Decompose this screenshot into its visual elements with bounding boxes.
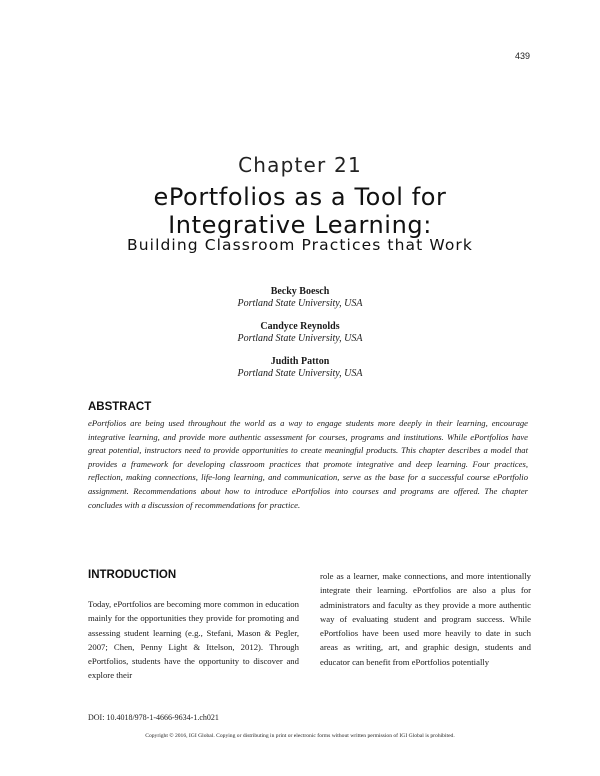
author-name: Judith Patton xyxy=(270,356,330,367)
chapter-subtitle: Building Classroom Practices that Work xyxy=(127,236,473,254)
author-block xyxy=(0,356,600,380)
author-affiliation: Portland State University, USA xyxy=(237,333,363,344)
title-line-2: Integrative Learning: xyxy=(168,211,432,239)
introduction-heading: INTRODUCTION xyxy=(88,569,177,581)
author-list xyxy=(0,286,600,391)
author-affiliation: Portland State University, USA xyxy=(237,368,363,379)
author-affiliation: Portland State University, USA xyxy=(237,298,363,309)
chapter-label: Chapter 21 xyxy=(238,153,362,177)
author-name: Candyce Reynolds xyxy=(260,321,340,332)
introduction-left-column: Today, ePortfolios are becoming more common in education mainly for the opportunities they provide for promoting and assessing student learning (e.g., Stefani, Mason & Pegler, 2007; Chen, Penny Light & Ittelson, 2012). Through ePortfolios, students have the opportunity to discover and explore their xyxy=(88,599,299,681)
author-block xyxy=(0,321,600,345)
introduction-right-column: role as a learner, make connections, and more intentionally integrate their learning. ePortfolios are also a plus for administrators and faculty as they provide a more authentic way of evaluating student and program success. While ePortfolios have been used more heavily to date in such areas as writing, art, and graphic design, students and educator can benefit from ePortfolios potentially xyxy=(320,571,531,667)
abstract-heading: ABSTRACT xyxy=(88,401,152,413)
author-block xyxy=(0,286,600,310)
copyright-notice: Copyright © 2016, IGI Global. Copying or distributing in print or electronic forms without written permission of IGI Global is prohibited. xyxy=(145,733,455,739)
page-number: 439 xyxy=(514,51,530,61)
chapter-title xyxy=(0,183,600,239)
author-name: Becky Boesch xyxy=(270,286,330,297)
title-line-1: ePortfolios as a Tool for xyxy=(153,183,447,211)
abstract-text: ePortfolios are being used throughout the world as a way to engage students more deeply in their learning, encourage integrative learning, and provide more authentic assessment for courses, programs and institutions. While ePortfolios have great potential, instructors need to provide opportunities to create meaningful products. This chapter describes a model that provides a framework for developing classroom practices that promote integrative and deep learning. Four practices, reflection, making connections, life-long learning, and communication, serve as the base for a successful course ePortfolio assignment. Recommendations about how to introduce ePortfolios into courses and programs are offered. The chapter concludes with a discussion of recommendations for practice. xyxy=(88,418,528,510)
doi-line: DOI: 10.4018/978-1-4666-9634-1.ch021 xyxy=(88,713,219,722)
